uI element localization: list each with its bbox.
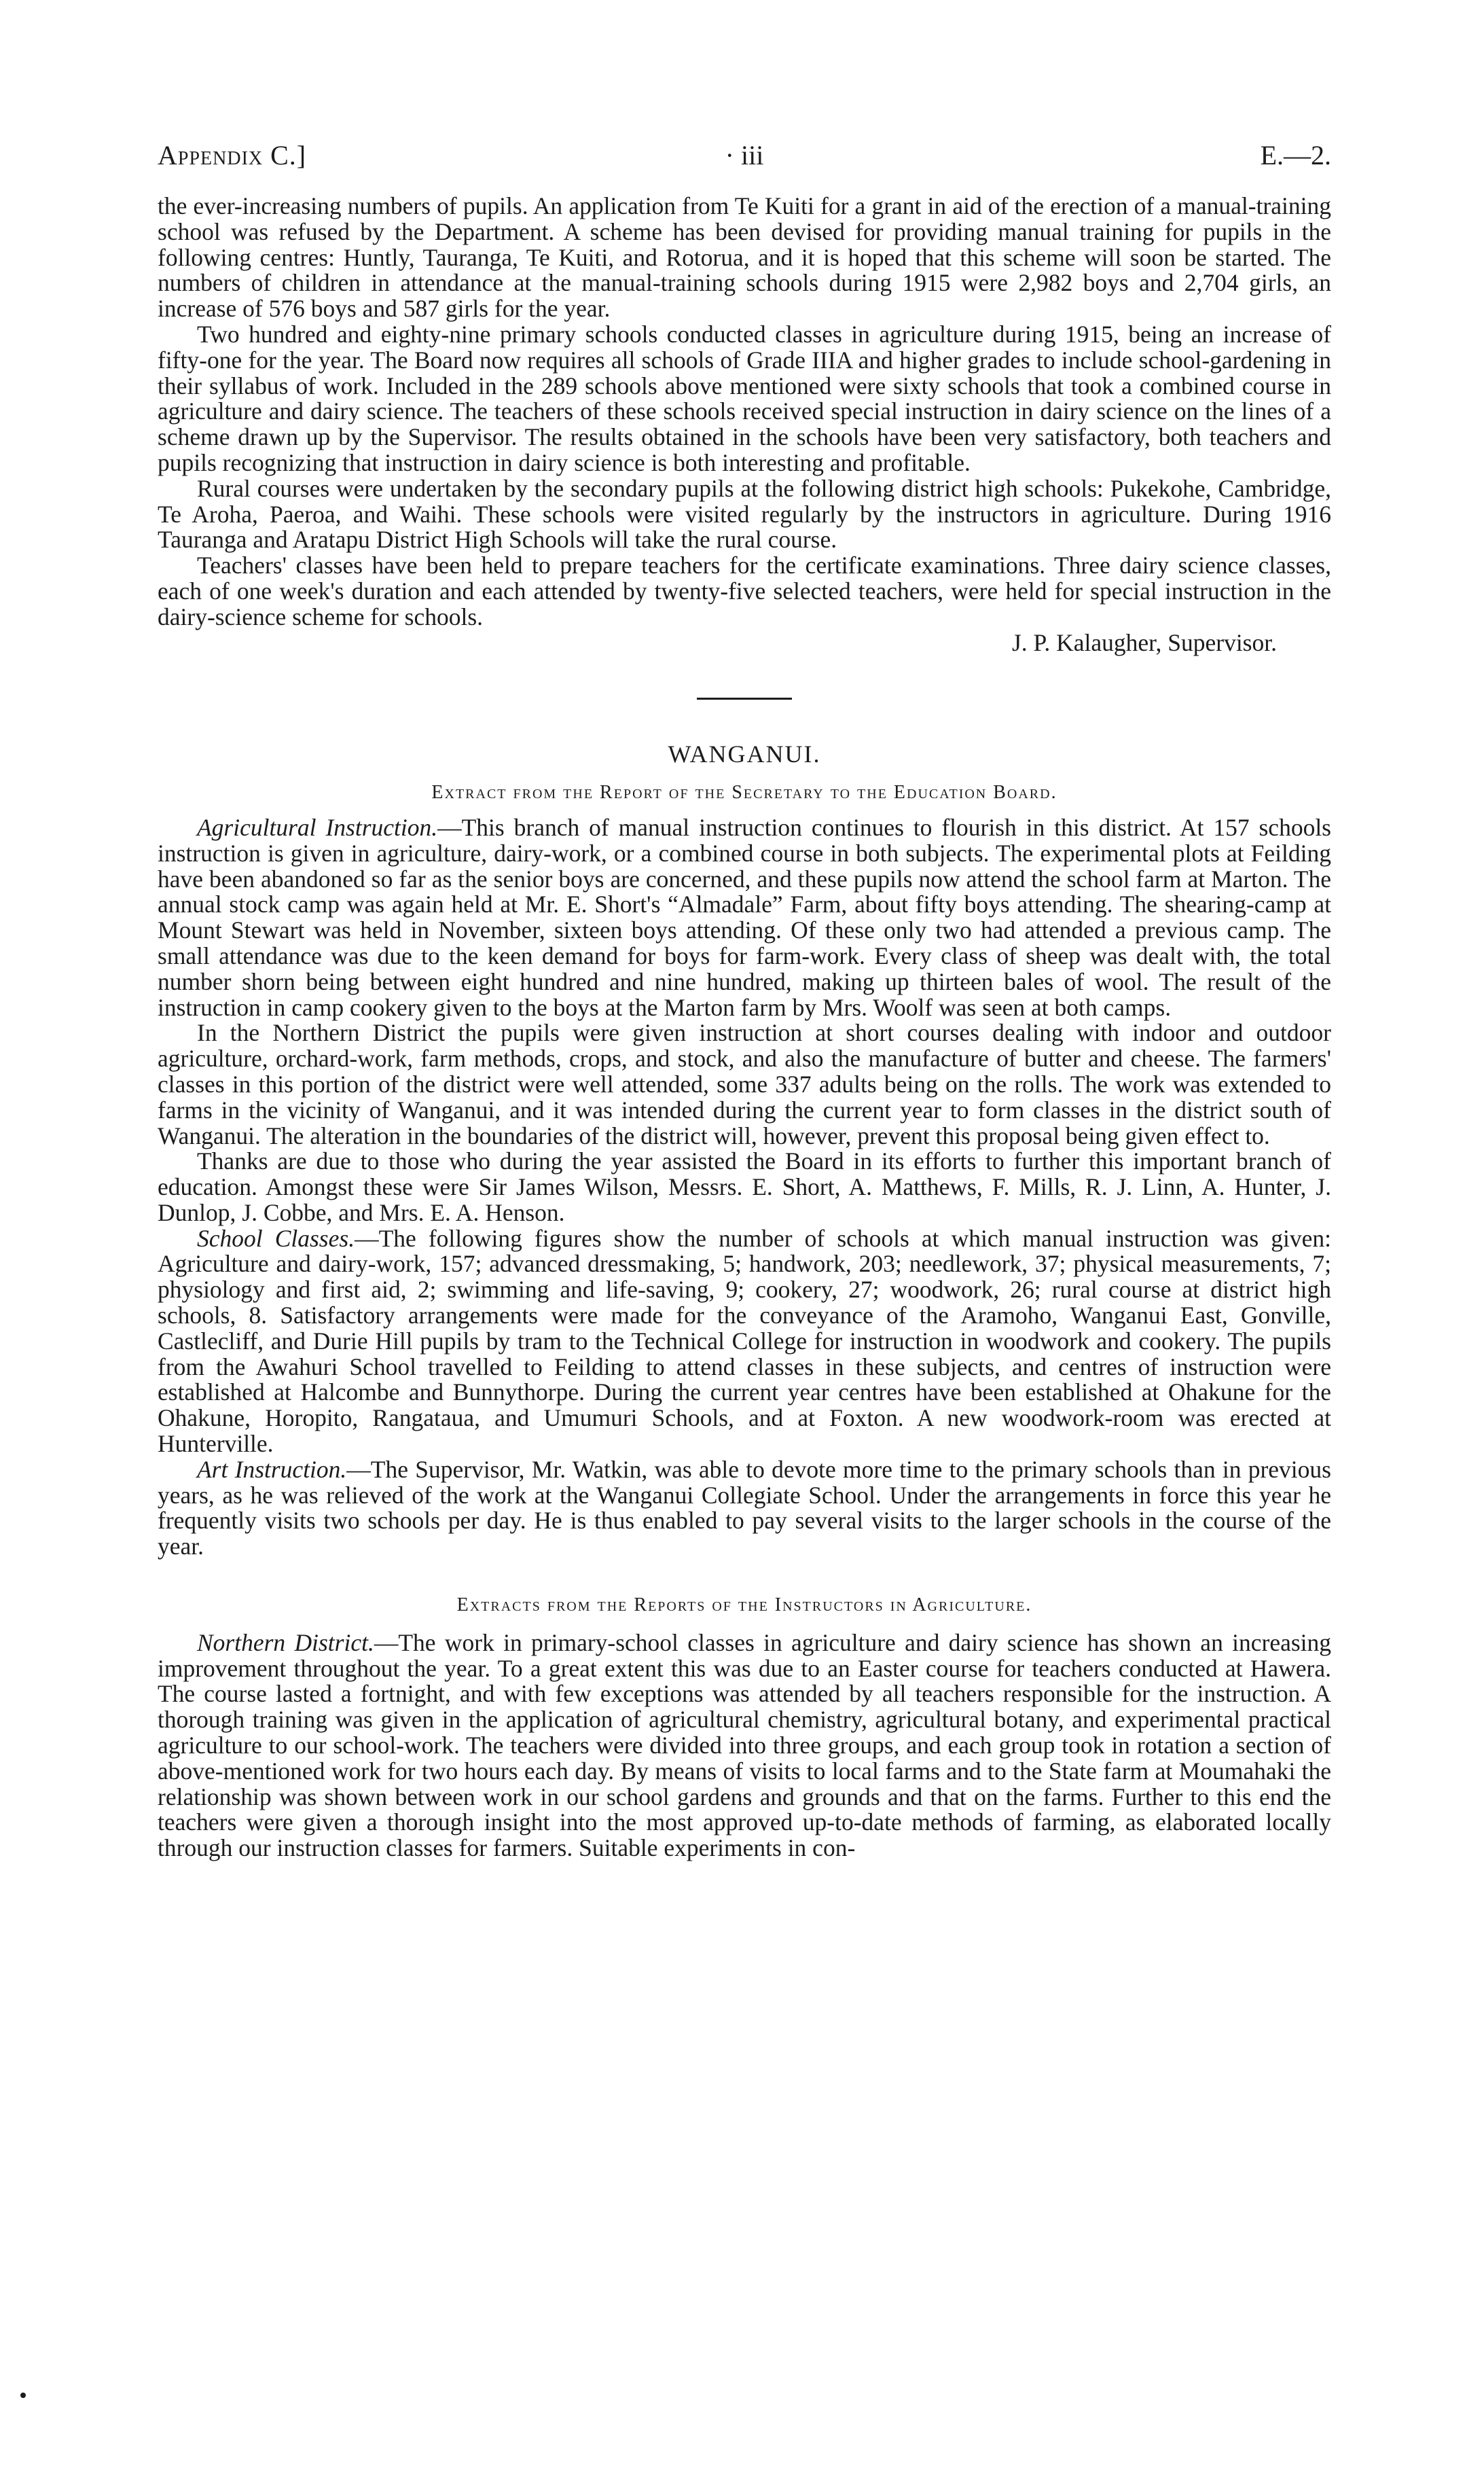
paragraph: Thanks are due to those who during the year assisted the Board in its efforts to further this important branch of education. Amongst these were Sir James Wilson, Messrs. E. Short, A. Matthews, F. Mills, R. J. Linn, A. Hunter, J. Dunlop, J. Cobbe, and Mrs. E. A. Henson. [158,1147,1331,1226]
paragraph: Northern District.—The work in primary-school classes in agriculture and dairy science has shown an increasing improvement throughout the year. To a great extent this was due to an Easter course for teachers conducted at Hawera. The course lasted a fortnight, and with few exceptions was attended by all teachers responsible for the instruction. A thorough training was given in the application of agricultural chemistry, agricultural botany, and experimental practical agriculture to our school-work. The teachers were divided into three groups, and each group took in rotation a section of above-mentioned work for two hours each day. By means of visits to local farms and to the State farm at Moumahaki the relationship was shown between work in our school gardens and grounds and that on the farms. Further to this end the teachers were given a thorough insight into the most approved up-to-date methods of farming, as elaborated locally through our instruction classes for farmers. Suitable experiments in con- [158,1628,1332,1862]
paragraph: Teachers' classes have been held to prepare teachers for the certificate examinations. Three dairy science classes, each of one week's duration and each attended by twenty-five selected teachers, were held for special instruction in the dairy-science scheme for schools. [158,552,1331,630]
paragraph: School Classes.—The following figures show the number of schools at which manual instruction was given: Agriculture and dairy-work, 157; advanced dressmaking, 5; handwork, 203; needlework, 37; physical measurements, 7; physiology and first aid, 2; swimming and life-saving, 9; cookery, 27; woodwork, 26; rural course at district high schools, 8. Satisfactory arrangements were made for the conveyance of the Aramoho, Wanganui East, Gonville, Castlecliff, and Durie Hill pupils by tram to the Technical College for instruction in woodwork and cookery. The pupils from the Awahuri School travelled to Feilding to attend classes in these subjects, and centres of instruction were established at Halcombe and Bunnythorpe. During the current year centres have been established at Ohakune for the Ohakune, Horopito, Rangataua, and Umumuri Schools, and at Foxton. A new woodwork-room was erected at Hunterville. [158,1224,1331,1458]
section-title: WANGANUI. [668,740,821,768]
paragraph: In the Northern District the pupils were given instruction at short courses dealing with indoor and outdoor agriculture, orchard-work, farm methods, crops, and stock, and also the manufacture of butter and cheese. The farmers' classes in this portion of the district were well attended, some 337 adults being on the rolls. The work was extended to farms in the vicinity of Wanganui, and it was intended during the current year to form classes in the district south of Wanganui. The alteration in the boundaries of the district will, however, prevent this proposal being given effect to. [158,1019,1331,1149]
signature: J. P. Kalaugher, Supervisor. [1011,628,1277,656]
section-subtitle: Extract from the Report of the Secretary to the Education Board. [431,782,1057,804]
document-code: E.—2. [1260,140,1331,171]
paragraph-heading: School Classes. [197,1224,355,1252]
section-subtitle: Extracts from the Reports of the Instructors in Agriculture. [456,1594,1032,1616]
body-text [158,194,1331,1861]
paragraph: Rural courses were undertaken by the secondary pupils at the following district high schools: Pukekohe, Cambridge, Te Aroha, Paeroa, and Waihi. These schools were visited regularly by the instructors in agriculture. During 1916 Tauranga and Aratapu District High Schools will take the rural course. [158,474,1331,554]
margin-dot [20,2393,26,2398]
page-header [158,139,1331,194]
section-divider [697,698,792,700]
paragraph: Art Instruction.—The Supervisor, Mr. Watkin, was able to devote more time to the primary schools than in previous years, as he was relieved of the work at the Wanganui Collegiate School. Under the arrangements in force this year he frequently visits two schools per day. He is thus enabled to pay several visits to the larger schools in the course of the year. [158,1455,1331,1560]
page-number: · iii [725,140,764,171]
document-page [158,139,1331,1861]
paragraph: the ever-increasing numbers of pupils. An application from Te Kuiti for a grant in aid of the erection of a manual-training school was refused by the Department. A scheme has been devised for providing manual training for pupils in the following centres: Huntly, Tauranga, Te Kuiti, and Rotorua, and it is hoped that this scheme will soon be started. The numbers of children in attendance at the manual-training schools during 1915 were 2,982 boys and 2,704 girls, an increase of 576 boys and 587 girls for the year. [158,192,1331,323]
paragraph: Two hundred and eighty-nine primary schools conducted classes in agriculture during 1915, being an increase of fifty-one for the year. The Board now requires all schools of Grade IIIA and higher grades to include school-gardening in their syllabus of work. Included in the 289 schools above mentioned were sixty schools that took a combined course in agriculture and dairy science. The teachers of these schools received special instruction in dairy science on the lines of a scheme drawn up by the Supervisor. The results obtained in the schools have been very satisfactory, both teachers and pupils recognizing that instruction in dairy science is both interesting and profitable. [158,320,1331,476]
paragraph-heading: Agricultural Instruction. [197,813,438,841]
paragraph-heading: Northern District. [197,1628,374,1656]
appendix-label: Appendix C.] [158,140,307,171]
paragraph: Agricultural Instruction.—This branch of manual instruction continues to flourish in this district. At 157 schools instruction is given in agriculture, dairy-work, or a combined course in both subjects. The experimental plots at Feilding have been abandoned so far as the senior boys are concerned, and these pupils now attend the school farm at Marton. The annual stock camp was again held at Mr. E. Short's “Almadale” Farm, about fifty boys attending. The shearing-camp at Mount Stewart was held in November, sixteen boys attending. Of these only two had attended a previous camp. The small attendance was due to the keen demand for boys for farm-work. Every class of sheep was dealt with, the total number shorn being between eight hundred and nine hundred, making up thirteen bales of wool. The result of the instruction in camp cookery given to the boys at the Marton farm by Mrs. Woolf was seen at both camps. [158,813,1331,1021]
paragraph-heading: Art Instruction. [197,1455,347,1483]
